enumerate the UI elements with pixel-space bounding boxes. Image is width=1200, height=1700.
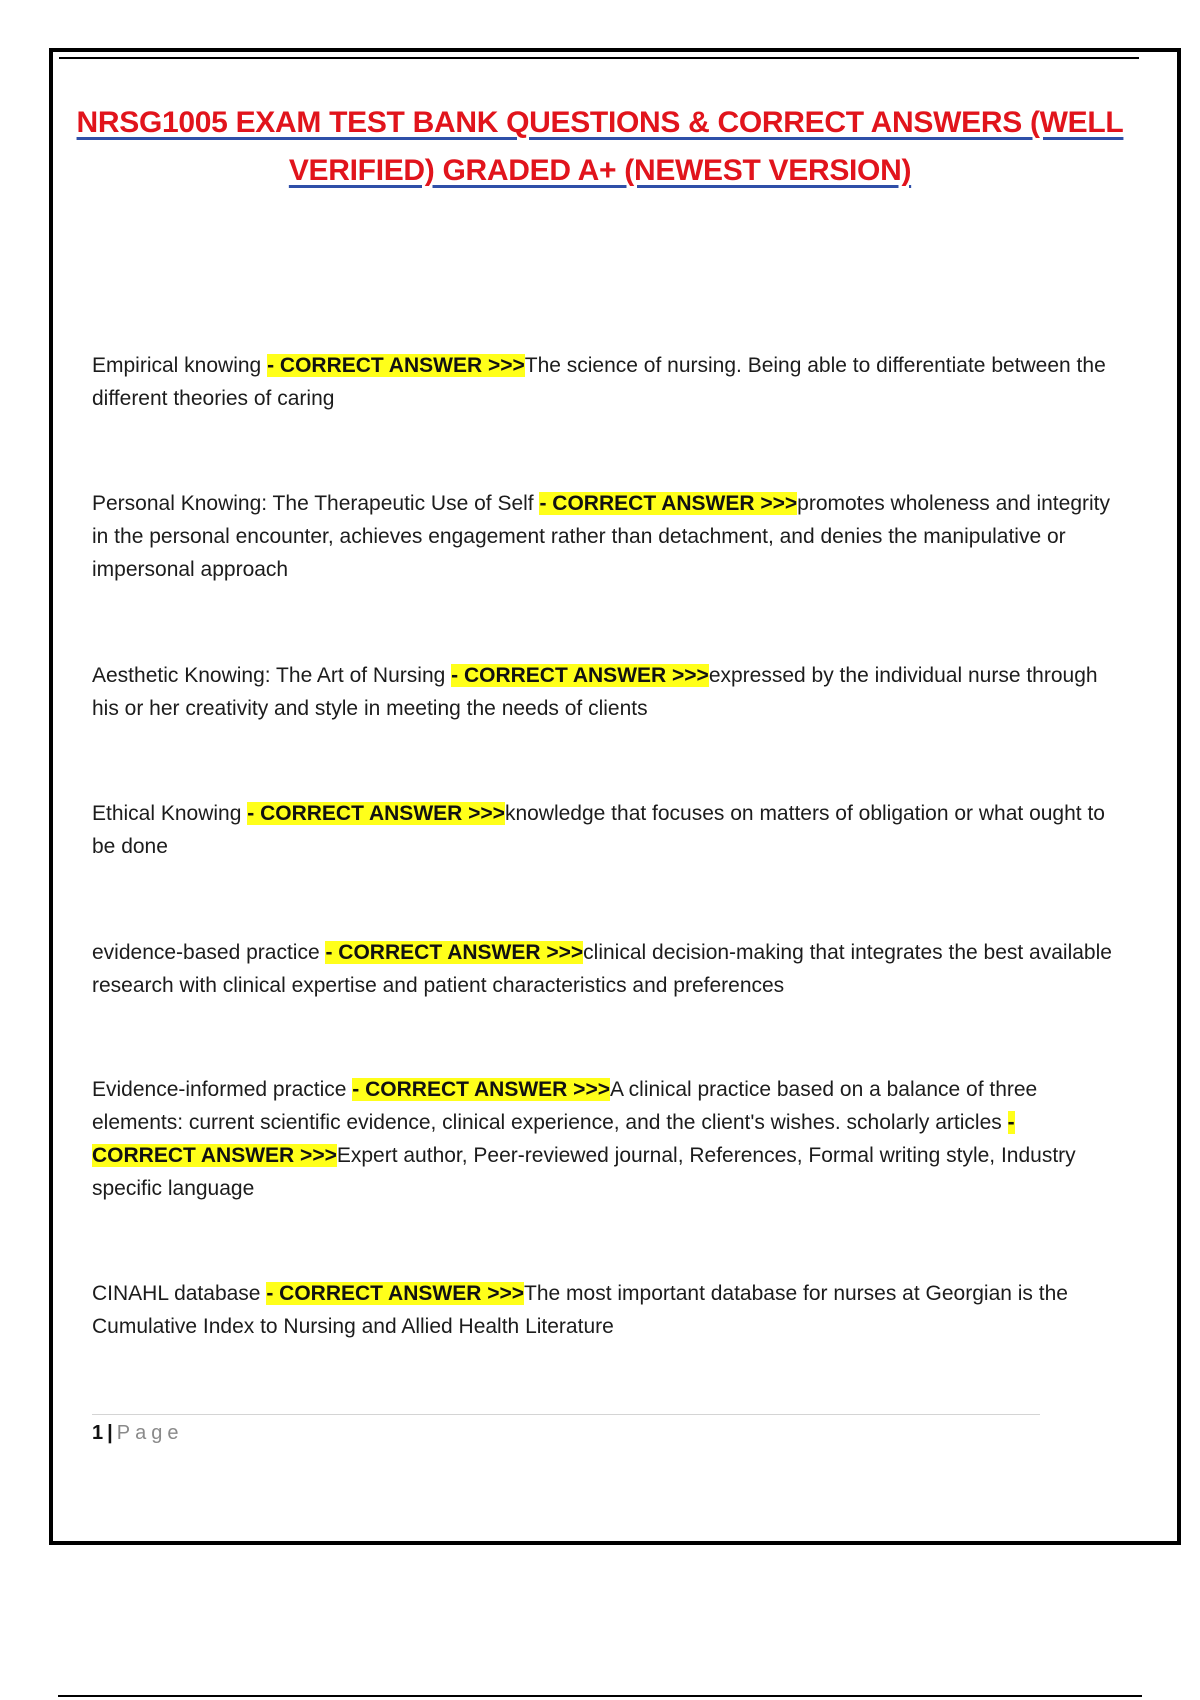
entry-term: CINAHL database: [92, 1282, 267, 1305]
entry-term: Empirical knowing: [92, 354, 268, 377]
correct-answer-marker: - CORRECT ANSWER >>>: [539, 492, 798, 515]
entry-answer: clinical decision-making that integrates the best available research with clinical expertise and patient characteristics and preferences: [92, 941, 1112, 997]
correct-answer-marker: - CORRECT ANSWER >>>: [247, 802, 505, 825]
entry-answer: A clinical practice based on a balance of three elements: current scientific evidence, clinical experience, and the client's wishes. scholarly articles: [92, 1078, 1038, 1134]
bottom-rule: [58, 1695, 1142, 1697]
entry-answer: expressed by the individual nurse through his or her creativity and style in meeting the needs of clients: [92, 664, 1098, 720]
entry-answer: promotes wholeness and integrity in the personal encounter, achieves engagement rather than detachment, and denies the manipulative or impersonal approach: [92, 492, 1110, 581]
entry-empirical-knowing: [92, 349, 1120, 415]
correct-answer-marker: - CORRECT ANSWER >>>: [267, 354, 525, 377]
entry-term: Evidence-informed practice: [92, 1078, 353, 1101]
page-separator: |: [107, 1422, 113, 1444]
document-title: NRSG1005 EXAM TEST BANK QUESTIONS & CORRECT ANSWERS (WELL VERIFIED) GRADED A+ (NEWEST VERSION): [76, 106, 1124, 187]
correct-answer-marker: - CORRECT ANSWER >>>: [352, 1078, 610, 1101]
entry-answer: The science of nursing. Being able to differentiate between the different theories of caring: [92, 354, 1106, 410]
correct-answer-marker: - CORRECT ANSWER >>>: [325, 941, 584, 964]
page-footer: [92, 1418, 183, 1448]
entry-ethical-knowing: [92, 797, 1120, 863]
correct-answer-marker: - CORRECT ANSWER >>>: [266, 1282, 524, 1305]
entry-term: Ethical Knowing: [92, 802, 248, 825]
entry-term: evidence-based practice: [92, 941, 326, 964]
entry-answer-2: Expert author, Peer-reviewed journal, References, Formal writing style, Industry specific language: [92, 1144, 1076, 1200]
correct-answer-marker: - CORRECT ANSWER >>>: [451, 664, 709, 687]
correct-answer-marker-2: - CORRECT ANSWER >>>: [92, 1111, 1015, 1167]
entry-personal-knowing: [92, 487, 1120, 586]
entry-cinahl-database: [92, 1277, 1120, 1343]
entry-answer: The most important database for nurses at Georgian is the Cumulative Index to Nursing and Allied Health Literature: [92, 1282, 1068, 1338]
entry-term: Aesthetic Knowing: The Art of Nursing: [92, 664, 452, 687]
entry-evidence-informed-practice: [92, 1073, 1120, 1205]
top-rule: [59, 57, 1139, 59]
entry-evidence-based-practice: [92, 936, 1120, 1002]
footer-rule: [92, 1414, 1040, 1415]
entry-term: Personal Knowing: The Therapeutic Use of Self: [92, 492, 540, 515]
page-number: 1: [92, 1422, 104, 1444]
entry-aesthetic-knowing: [92, 659, 1120, 725]
page-label: Page: [116, 1422, 184, 1444]
entry-answer: knowledge that focuses on matters of obligation or what ought to be done: [92, 802, 1105, 858]
